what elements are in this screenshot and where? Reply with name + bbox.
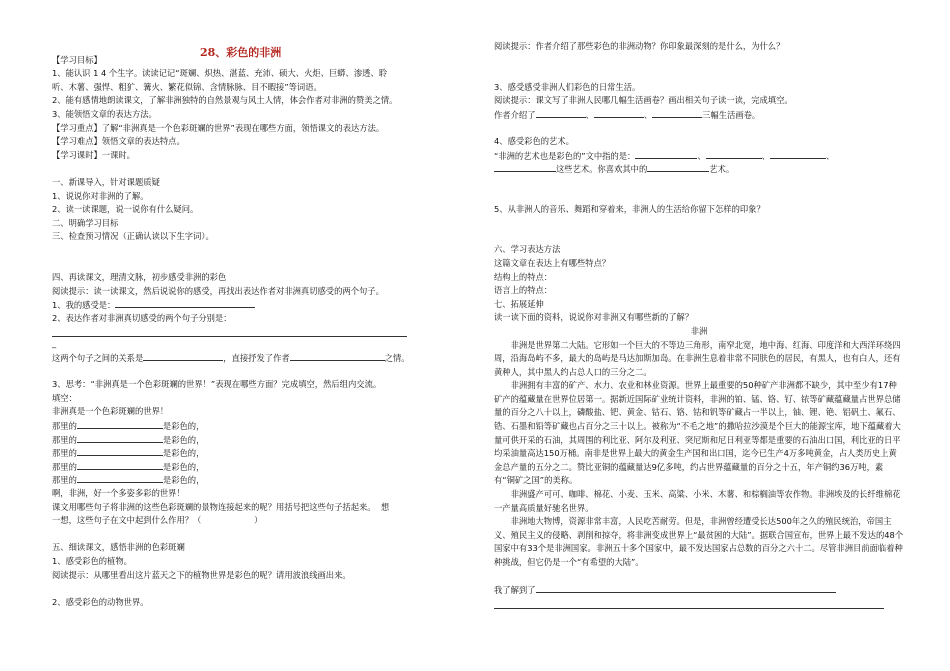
objective-line: 2、能有感情地朗读课文，了解非洲独特的自然景观与风土人情，体会作者对非洲的赞美之情。 — [52, 95, 398, 106]
prompt-label: 是彩色的， — [162, 475, 205, 486]
article-paragraph: 非洲盛产可可、咖啡、棉花、小麦、玉米、高粱、小米、木薯、和棕榈油等农作物。非洲埃及的长纤维棉花一产量高质量好驰名世界。 — [494, 489, 901, 513]
reading-tip: 阅读提示：读一读课文，然后说说你的感受，再找出表达作者对非洲真切感受的两个句子。 — [52, 285, 384, 296]
page-title: 28、彩色的非洲 — [200, 46, 282, 59]
prompt-label: 这两个句子之间的关系是 — [52, 353, 144, 364]
fill-label: 填空： — [52, 392, 77, 403]
sentence-prompt: 2、表达作者对非洲真切感受的两个句子分别是： — [52, 312, 232, 323]
prompt-label: 我了解到了 — [494, 585, 536, 596]
answer-blank[interactable] — [594, 108, 644, 118]
word-row-2 — [52, 258, 462, 272]
answer-blank[interactable] — [143, 351, 223, 361]
fill-closing: 啊，非洲，好一个多姿多彩的世界！ — [52, 488, 185, 498]
article-title: 非洲 — [690, 325, 708, 336]
article-paragraph: 非洲地大物博，资源非常丰富，人民吃苦耐劳。但是，非洲曾经遭受长达500年之久的殖民统治，帝国主义、殖民主义的侵略、剥削和掠夺，将非洲变成世界上“最贫困的大陆”。据联合国宣布，世界上最不发达的48个国家中有33个是非洲国家。非洲五十多个国家中，最不发达国家占总数的百分之六十二。尽管非洲目前面临着种种挑战，但它仍是一个“有希望的大陆”。 — [494, 516, 904, 567]
prompt-label: 1、我的感受是： — [52, 300, 116, 311]
fill-line — [52, 460, 462, 474]
prompt-label: 是彩色的， — [162, 421, 205, 432]
section-heading: 二、明确学习目标 — [52, 217, 119, 228]
scene-fill — [494, 108, 904, 122]
spacer — [52, 162, 462, 176]
connect-question: 一想，这些句子在文中起到什么作用？（ ） — [52, 515, 263, 526]
section-heading: 五、细读课文，感悟非洲的色彩斑斓 — [52, 542, 185, 553]
objective-line: 3、能领悟文章的表达方法。 — [52, 108, 157, 119]
task-line: 2、读一读课题，说一说你有什么疑问。 — [52, 204, 199, 215]
reading-tip: 阅读提示：课文写了非洲人民哪几幅生活画卷？画出相关句子读一读，完成填空。 — [494, 95, 793, 106]
lesson-time: 【学习课时】一课时。 — [52, 149, 135, 160]
prompt-label: 、 — [643, 109, 653, 120]
spacer — [494, 54, 904, 81]
spacer — [52, 582, 462, 596]
spacer — [52, 528, 462, 542]
right-column — [494, 40, 904, 609]
prompt-label: 、 — [761, 150, 770, 161]
reading-tip: 阅读提示：从哪里看出这片蓝天之下的植物世界是彩色的呢？请用波浪线画出来。 — [52, 569, 351, 580]
prompt-label: 那里的 — [52, 434, 77, 445]
answer-blank[interactable] — [652, 108, 702, 118]
answer-blank[interactable] — [706, 149, 762, 159]
answer-blank[interactable] — [77, 460, 163, 470]
spacer — [494, 176, 904, 203]
prompt-label: 那里的 — [52, 448, 77, 459]
reading-tip: 阅读提示：作者介绍了那些彩色的非洲动物？你印象最深刻的是什么，为什么？ — [494, 41, 785, 51]
answer-line[interactable] — [494, 597, 884, 609]
prompt-label: ，直接抒发了作者 — [223, 353, 290, 364]
spacer — [52, 365, 462, 379]
spacer — [494, 121, 904, 135]
art-fill — [494, 162, 904, 176]
answer-blank[interactable] — [635, 149, 697, 159]
objective-line: 1、能认识 1 4 个生字。读读记记“斑斓、炽热、湛蓝、充沛、硕大、火炬、巨蟒、渗透、聆 — [52, 68, 388, 79]
task-line: 语言上的特点： — [494, 285, 553, 296]
question-3: 3、思考：“非洲真是一个色彩斑斓的世界！”表现在哪些方面？完成填空，然后组内交流。 — [52, 379, 382, 390]
answer-blank[interactable] — [77, 433, 163, 443]
article-paragraph: 非洲拥有丰富的矿产、水力、农业和林业资源。世界上最重要的50种矿产非洲都不缺少，其中至少有17种矿产的蕴藏量在世界位居第一。据新近国际矿业统计资料，非洲的铂、锰、铬、钌、铱等矿藏蕴藏量占世界总储量的百分之八十以上，磷酸盐、钯、黄金、钴石、铬、钴和钒等矿藏占一半以上，铀、锂、铯、铝矾土、氟石、锆、石墨和铅等矿藏也占百分之三十以上。被称为“不毛之地”的撒哈拉沙漠是个巨大的能源宝库，地下蕴藏着大量可供开采的石油，其周围的利比亚、阿尔及利亚、突尼斯和尼日利亚等都是重要的石油出口国，利比亚的日平均采油量高达150万桶。南非是世界上最大的黄金生产国和出口国，迄今已生产4万多吨黄金，占人类历史上黄金总产量的五分之二。赞比亚铜的蕴藏量达9亿多吨，约占世界蕴藏量的百分之十五，年产铜约36万吨，素有“铜矿之国”的美称。 — [494, 380, 901, 486]
task-line: 1、说说你对非洲的了解。 — [52, 190, 149, 201]
article-paragraph: 非洲是世界第二大陆。它形如一个巨大的不等边三角形，南窄北宽，地中海、红海、印度洋和大西洋环绕四周，沿海岛屿不多，最大的岛屿是马达加斯加岛。在非洲生息着非常不同肤色的居民，有黑人，也有白人，还有黄种人，其中黑人约占总人口的三分之二。 — [494, 339, 901, 377]
difficulty: 【学习难点】领悟文章的表达特点。 — [52, 136, 185, 147]
section-heading: 七、拓展延伸 — [494, 298, 544, 309]
left-column — [52, 40, 462, 609]
answer-blank[interactable] — [77, 419, 163, 429]
spacer — [494, 570, 904, 584]
prompt-label: “非洲的艺术也是彩色的”文中指的是： — [494, 150, 636, 161]
answer-blank[interactable] — [536, 108, 586, 118]
answer-blank[interactable] — [77, 473, 163, 483]
task-line: 1、感受彩色的植物。 — [52, 555, 132, 566]
prompt-label: 、 — [825, 150, 835, 161]
prompt-label: 作者介绍了 — [494, 109, 536, 120]
prompt-label: 那里的 — [52, 461, 77, 472]
underscore-mark: _ — [52, 338, 57, 349]
prompt-label: 是彩色的， — [162, 434, 205, 445]
word-row-1 — [52, 244, 462, 258]
answer-blank[interactable] — [115, 298, 255, 308]
prompt-label: 、 — [585, 109, 594, 120]
task-line: 读一读下面的资料，说说你对非洲又有哪些新的了解？ — [494, 312, 694, 323]
connect-question: 课文用哪些句子将非洲的这些色彩斑斓的景物连接起来的呢？用括号把这些句子括起来。 想 — [52, 501, 390, 512]
section-heading: 【学习目标】 — [52, 54, 102, 65]
answer-blank[interactable] — [647, 162, 709, 172]
task-line: 这篇文章在表达上有哪些特点？ — [494, 257, 611, 268]
prompt-label: 是彩色的， — [162, 461, 205, 472]
section-heading: 六、学习表达方法 — [494, 244, 561, 255]
key-point: 【学习重点】了解“非洲真是一个色彩斑斓的世界”表现在哪些方面，领悟课文的表达方法。 — [52, 122, 385, 133]
feeling-prompt — [52, 298, 462, 312]
task-line: 3、感受感受非洲人们彩色的日常生活。 — [494, 81, 641, 92]
fill-heading: 非洲真是一个色彩斑斓的世界！ — [52, 406, 169, 417]
prompt-label: 艺术。 — [709, 164, 735, 175]
section-heading: 三、检查预习情况（正确认读以下生字词）。 — [52, 231, 214, 242]
prompt-label: 这些艺术。你喜欢其中的 — [556, 164, 648, 175]
answer-blank[interactable] — [770, 149, 826, 159]
fill-line — [52, 419, 462, 433]
answer-blank[interactable] — [536, 583, 836, 593]
prompt-label: 、 — [697, 150, 706, 161]
fill-line — [52, 473, 462, 487]
spacer — [52, 40, 462, 54]
prompt-label: 之情。 — [384, 353, 410, 364]
task-line: 结构上的特点： — [494, 271, 553, 282]
answer-blank[interactable] — [290, 351, 385, 361]
relation-prompt — [52, 351, 462, 365]
task-line: 5、从非洲人的音乐、舞蹈和穿着来，非洲人的生活给你留下怎样的印象？ — [494, 203, 765, 214]
task-line: 2、感受彩色的动物世界。 — [52, 596, 149, 607]
prompt-label: 那里的 — [52, 475, 77, 486]
fill-line — [52, 433, 462, 447]
section-heading: 四、再读课文，理清文脉，初步感受非洲的彩色 — [52, 272, 227, 283]
objective-line: 听、木薯、强悍、粗犷、篝火、繁花似锦、含情脉脉、目不暇接”等词语。 — [52, 81, 322, 92]
learned-prompt — [494, 583, 904, 597]
prompt-label: 三幅生活画卷。 — [702, 109, 761, 120]
fill-line — [52, 446, 462, 460]
answer-blank[interactable] — [494, 162, 556, 172]
prompt-label: 是彩色的， — [162, 448, 205, 459]
answer-blank[interactable] — [77, 446, 163, 456]
spacer — [494, 216, 904, 243]
art-fill — [494, 149, 904, 163]
prompt-label: 那里的 — [52, 421, 77, 432]
answer-line[interactable] — [52, 325, 407, 337]
section-heading: 一、新课导入，针对课题质疑 — [52, 176, 160, 187]
task-line: 4、感受彩色的艺术。 — [494, 135, 574, 146]
